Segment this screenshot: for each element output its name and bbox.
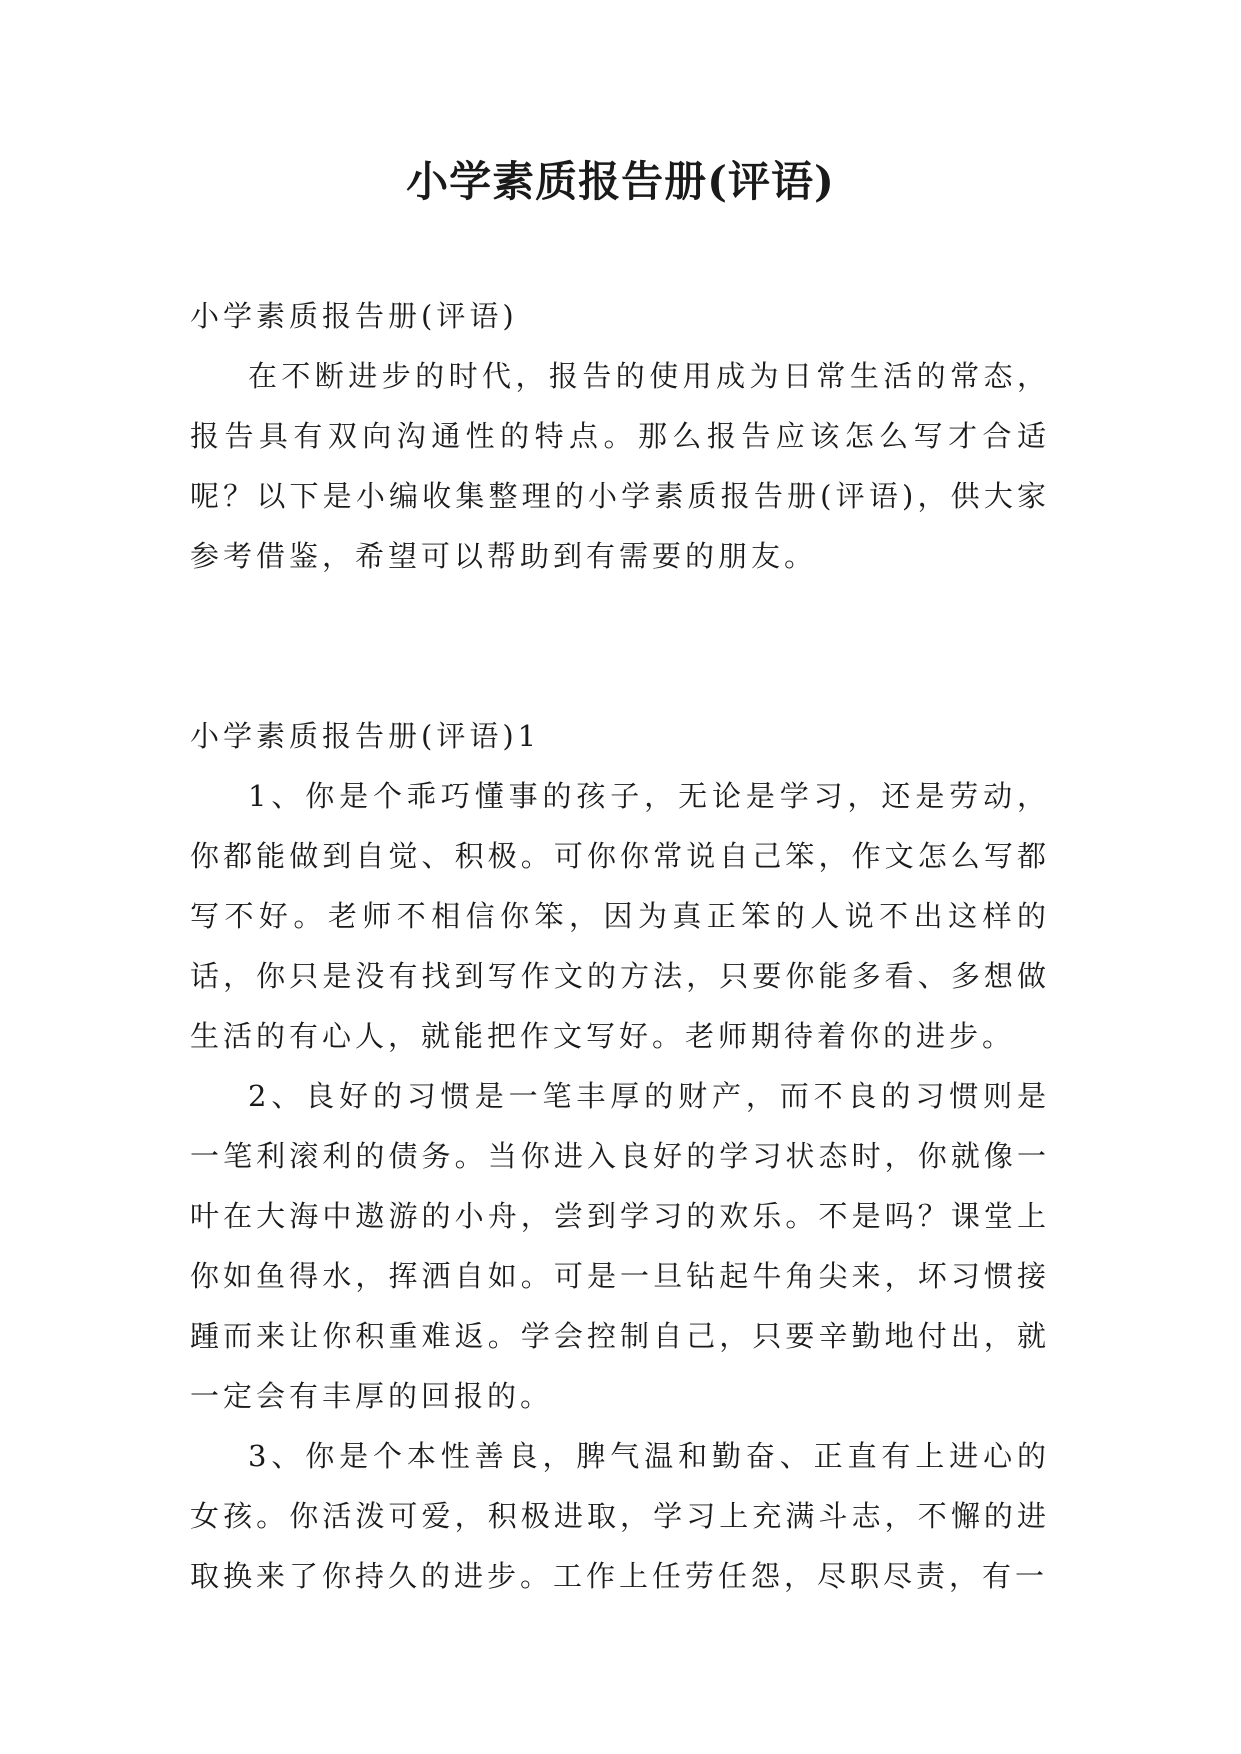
intro-heading: 小学素质报告册(评语) [190,299,518,333]
intro-paragraph: 在不断进步的时代，报告的使用成为日常生活的常态，报告具有双向沟通性的特点。那么报告应该怎么写才合适呢？以下是小编收集整理的小学素质报告册(评语)，供大家参考借鉴，希望可以帮助到有需要的朋友。 [190,359,1050,573]
comment-item-2: 2、良好的习惯是一笔丰厚的财产，而不良的习惯则是一笔利滚利的债务。当你进入良好的学习状态时，你就像一叶在大海中遨游的小舟，尝到学习的欢乐。不是吗？课堂上你如鱼得水，挥洒自如。可是一旦钻起牛角尖来，坏习惯接踵而来让你积重难返。学会控制自己，只要辛勤地付出，就一定会有丰厚的回报的。 [190,1079,1050,1413]
document-body [190,286,1050,1606]
section-spacer [190,586,1050,706]
section-heading: 小学素质报告册(评语)1 [190,719,541,753]
comment-item-1: 1、你是个乖巧懂事的孩子，无论是学习，还是劳动，你都能做到自觉、积极。可你你常说自己笨，作文怎么写都写不好。老师不相信你笨，因为真正笨的人说不出这样的话，你只是没有找到写作文的方法，只要你能多看、多想做生活的有心人，就能把作文写好。老师期待着你的进步。 [190,779,1050,1053]
comment-item-3: 3、你是个本性善良，脾气温和勤奋、正直有上进心的女孩。你活泼可爱，积极进取，学习上充满斗志，不懈的进取换来了你持久的进步。工作上任劳任怨，尽职尽责，有一 [190,1439,1050,1593]
document-title: 小学素质报告册(评语) [406,157,835,206]
